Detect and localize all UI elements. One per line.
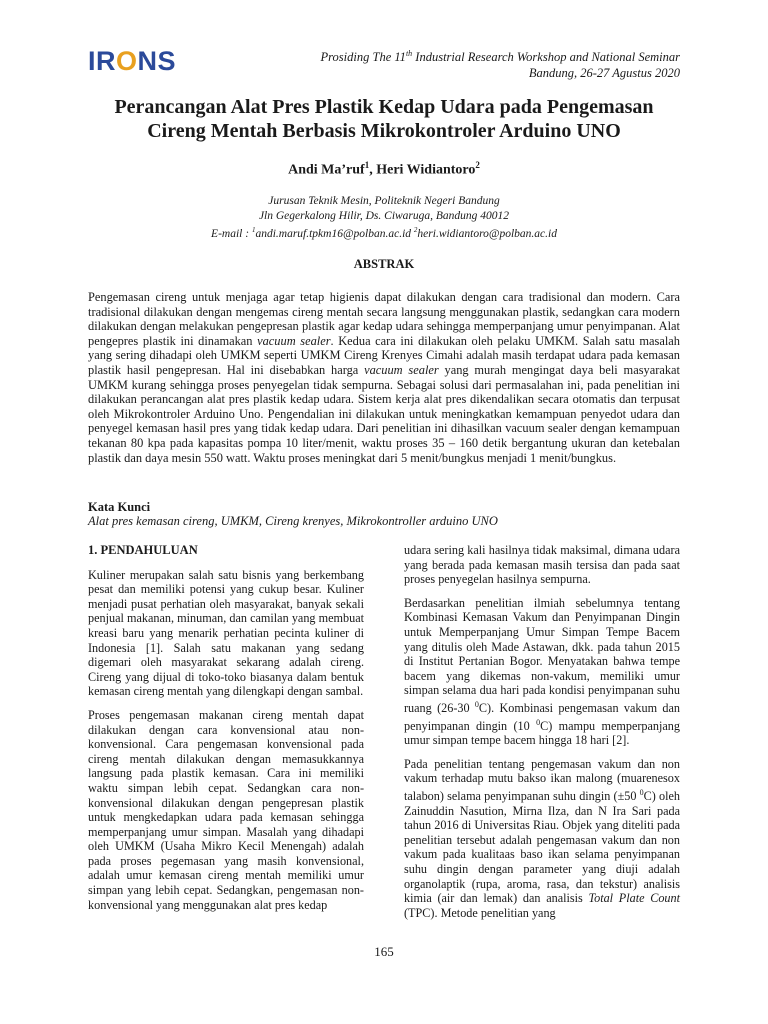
section-heading: 1. PENDAHULUAN bbox=[88, 543, 198, 557]
authors: Andi Ma’ruf$^1$, Heri Widiantoro$^2$ bbox=[288, 160, 480, 178]
paragraph: Proses pengemasan makanan cireng mentah dapat dilakukan dengan cara konvensional atau non-konvensional. Cara pengemasan konvensional pada cireng mentah dilakukan dengan memasukkannya langsung pada plastik kemasan. Cara ini memiliki waktu simpan lebih cepat. Sedangkan cara non-konvensional dilakukan dengan pengepresan plastik untuk mengkedapkan udara pada kemasan sehingga memperpanjang umur simpan. Masalah yang dihadapi oleh UMKM (Usaha Mikro Kecil Menengah) adalah pada proses pegemasan yang masih konvensional, adalah umur kemasan cireng mentah memiliki umur simpan yang lebih cepat. Sedangkan, pengemasan non-konvensional yang menggunakan alat pres kedap bbox=[88, 707, 364, 912]
abstract-text: Pengemasan cireng untuk menjaga agar tetap higienis dapat dilakukan dengan cara tradisional dan modern. Cara tradisional dilakukan dengan mengemas cireng mentah secara langsung menggunakan plastik, sedangkan cara modern dilakukan dengan melakukan pengepresan plastik agar kedap udara sehingga memperpanjang umur penyimpanan. Alat pengepres plastik ini dinamakan vacuum sealer. Kedua cara ini dilakukan oleh pelaku UMKM. Salah satu masalah yang sering dihadapi oleh UMKM seperti UMKM Cireng Krenyes Cimahi adalah masih terdapat udara pada kemasan plastik hasil pengepresan. Hal ini disebabkan harga vacuum sealer yang murah mengingat daya beli masyarakat UMKM kurang sehingga proses penyegelan tidak sempurna. Sebagai solusi dari permasalahan ini, pada penelitian ini dilakukan perancangan alat pres plastik kedap udara. Sistem kerja alat pres dikendalikan secara otomatis dan terpusat oleh Mikrokontroler Arduino Uno. Pengendalian ini dilakukan untuk meningkatkan kemampuan penyedot udara dan penyegel kemasan hasil pres yang tidak kedap udara. Dari penelitian ini dihasilkan vacuum sealer dengan kemampuan tekanan 80 kpa pada kapasitas pompa 10 liter/menit, waktu proses 35 – 160 detik bergantung ukuran dan ketebalan plastik dan daya mesin 550 watt. Waktu proses meningkat dari 5 menit/bungkus menjadi 1 menit/bungkus. bbox=[88, 290, 680, 465]
paragraph: Berdasarkan penelitian ilmiah sebelumnya tentang Kombinasi Kemasan Vakum dan Penyimpanan Dingin untuk Memperpanjang Umur Simpan Tempe Bacem yang ditulis oleh Made Astawan, dkk. pada tahun 2015 di Institut Pertanian Bogor. Menyatakan bahwa tempe bacem yang dikemas non-vakum, memiliki umur simpan selama dua hari pada kondisi penyimpanan suhu ruang (26-30 $^0$C). Kombinasi pengemasan vakum dan penyimpanan dingin (10 $^0$C) mampu memperpanjang umur simpan tempe bacem hingga 18 hari [2]. bbox=[404, 595, 680, 748]
paper-title: Perancangan Alat Pres Plastik Kedap Udara pada Pengemasan Cireng Mentah Berbasis Mikrokontroler Arduino UNO bbox=[114, 96, 654, 142]
page-number: 165 bbox=[374, 944, 394, 959]
paragraph: Pada penelitian tentang pengemasan vakum dan non vakum terhadap mutu bakso ikan malong (muarenesox talabon) selama penyimpanan suhu dingin (±50 $^0$C) oleh Zainuddin Nasution, Mirna Ilza, dan N Ira Sari pada tahun 2016 di Universitas Riau. Objek yang diteliti pada penelitian tersebut adalah pengemasan vakum dan non vakum pada kualitaas baso ikan selama penyimpanan suhu dingin dengan parameter yang diuji adalah organolaptik (rupa, aroma, rasa, dan tekstur) analisis kimia (air dan lemak) dan analisis Total Plate Count (TPC). Metode penelitian yang bbox=[404, 756, 681, 920]
affiliation: Jurusan Teknik Mesin, Politeknik Negeri Bandung Jln Gegerkalong Hilir, Ds. Ciwaruga, Bandung 40012 E-mail : $^1$andi.maruf.tpkm16@polban.ac.id $^2$heri.widiantoro@polban.ac.id bbox=[88, 194, 680, 241]
paragraph: udara sering kali hasilnya tidak maksimal, dimana udara yang berada pada kemasan masih tersisa dan pada saat proses penyegelan hasilnya sempurna. bbox=[404, 543, 680, 587]
proceeding-line2: Bandung, 26-27 Agustus 2020 bbox=[528, 66, 680, 81]
abstract-heading: ABSTRAK bbox=[353, 257, 415, 271]
proceeding-header bbox=[321, 46, 680, 81]
irons-logo: IRONS bbox=[88, 46, 177, 76]
keywords-heading: Kata Kunci bbox=[88, 500, 151, 514]
left-column bbox=[88, 543, 364, 921]
proceeding-line1: Prosiding The 11th Industrial Research Workshop and National Seminar bbox=[320, 49, 680, 65]
keywords-text: Alat pres kemasan cireng, UMKM, Cireng krenyes, Mikrokontroller arduino UNO bbox=[88, 514, 498, 528]
paragraph: Kuliner merupakan salah satu bisnis yang berkembang pesat dan memiliki potensi yang cukup besar. Kuliner menjadi pusat perhatian oleh masyarakat, banyak sekali penjual makanan, minuman, dan camilan yang membuat kreasi baru yang menarik perhatian pecinta kuliner di Indonesia [1]. Salah satu makanan yang sedang digemari oleh masyarakat sekarang adalah cireng. Cireng yang dijual di toko-toko biasanya dalam bentuk kemasan cireng mentah yang dilengkapi dengan sambal. bbox=[88, 567, 364, 699]
right-column bbox=[404, 543, 680, 929]
email-line: E-mail : $^1$andi.maruf.tpkm16@polban.ac.id $^2$heri.widiantoro@polban.ac.id bbox=[211, 226, 557, 240]
